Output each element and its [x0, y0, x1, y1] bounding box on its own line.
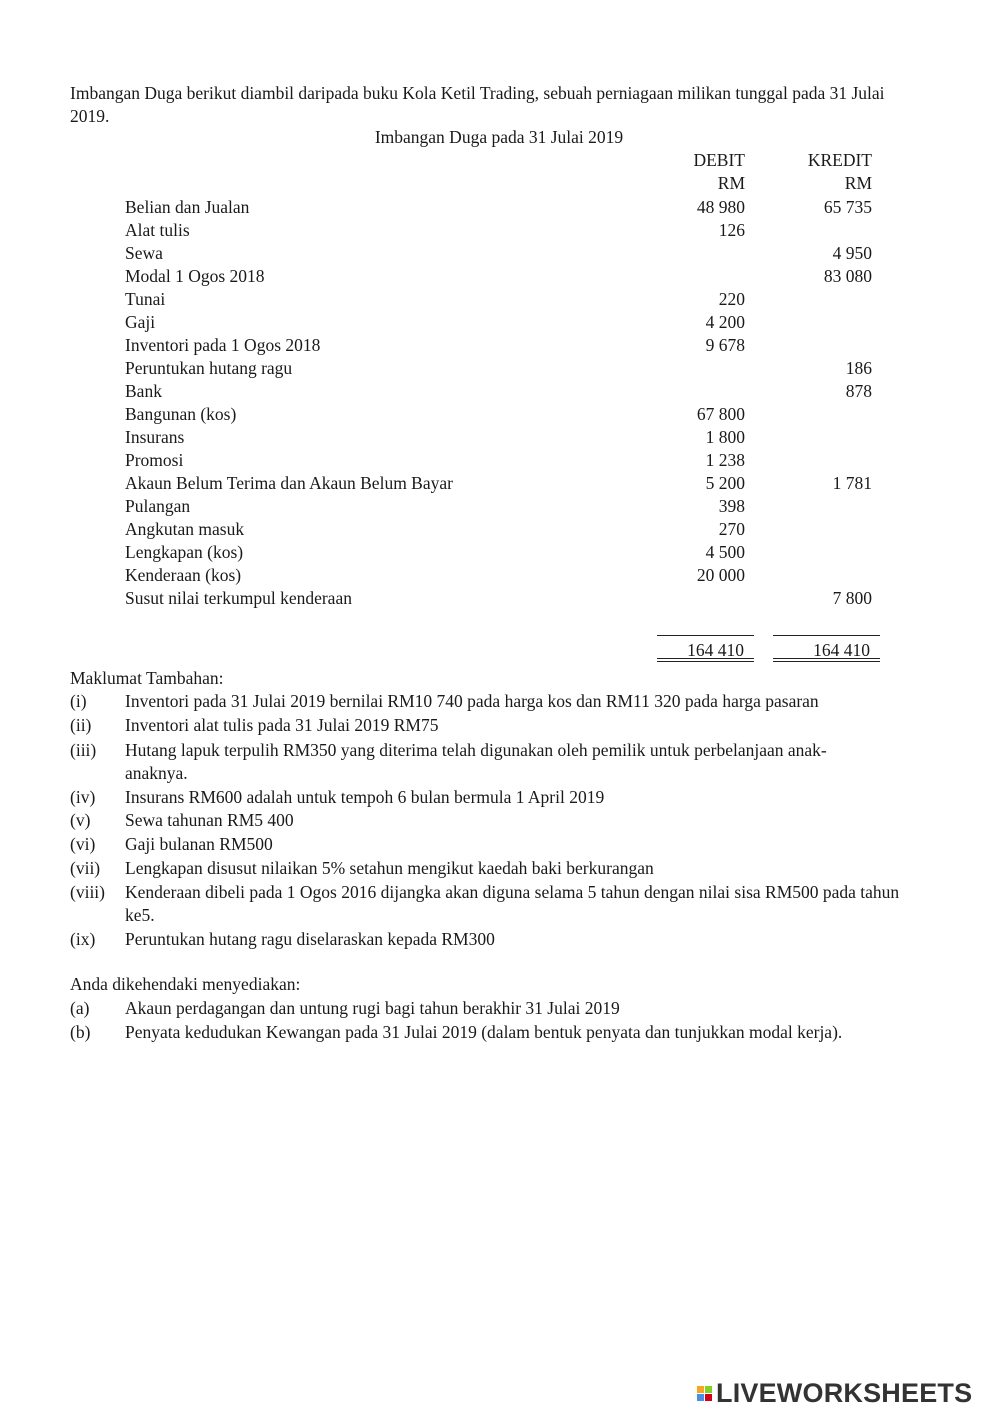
item-text: Gaji bulanan RM500: [125, 834, 273, 854]
debit-amount: 220: [718, 289, 745, 309]
credit-amount: 7 800: [832, 588, 872, 608]
item-number: (b): [70, 1022, 91, 1042]
credit-amount: 83 080: [823, 266, 872, 286]
trial-balance-row: [0, 242, 1000, 265]
debit-total-cell: [657, 635, 754, 662]
item-text: Peruntukan hutang ragu diselaraskan kepada RM300: [125, 929, 495, 949]
account-name: Angkutan masuk: [125, 519, 245, 539]
item-number: (i): [70, 691, 87, 711]
trial-balance-row: [0, 495, 1000, 518]
item-number: (iii): [70, 740, 97, 760]
credit-header: KREDIT: [807, 150, 872, 170]
credit-amount: 4 950: [832, 243, 872, 263]
double-underline: [773, 661, 880, 662]
trial-balance-row: [0, 426, 1000, 449]
debit-amount: 1 800: [705, 427, 745, 447]
account-name: Sewa: [125, 243, 163, 263]
item-text: Sewa tahunan RM5 400: [125, 810, 294, 830]
debit-amount: 126: [718, 220, 745, 240]
trial-balance-row: [0, 518, 1000, 541]
debit-amount: 4 200: [705, 312, 745, 332]
debit-header: DEBIT: [693, 150, 745, 170]
trial-balance-row: [0, 541, 1000, 564]
account-name: Gaji: [125, 312, 156, 332]
double-underline: [773, 658, 880, 659]
debit-amount: 20 000: [696, 565, 745, 585]
additional-info-title: Maklumat Tambahan:: [70, 668, 224, 688]
logo-text: LIVEWORKSHEETS: [716, 1377, 973, 1408]
requirements-title: Anda dikehendaki menyediakan:: [70, 974, 301, 994]
trial-balance-row: [0, 564, 1000, 587]
item-number: (ii): [70, 715, 92, 735]
account-name: Promosi: [125, 450, 184, 470]
account-name: Bangunan (kos): [125, 404, 237, 424]
trial-balance-row: [0, 311, 1000, 334]
trial-balance-row: [0, 219, 1000, 242]
item-number: (vii): [70, 858, 101, 878]
debit-amount: 48 980: [696, 197, 745, 217]
debit-amount: 398: [718, 496, 745, 516]
item-text: Inventori alat tulis pada 31 Julai 2019 RM75: [125, 715, 439, 735]
trial-balance-title: Imbangan Duga pada 31 Julai 2019: [374, 127, 624, 147]
debit-amount: 5 200: [705, 473, 745, 493]
trial-balance-row: [0, 587, 1000, 610]
account-name: Belian dan Jualan: [125, 197, 250, 217]
debit-amount: 67 800: [696, 404, 745, 424]
item-number: (vi): [70, 834, 96, 854]
item-text: Hutang lapuk terpulih RM350 yang diterima telah digunakan oleh pemilik untuk perbelanjaan anak-anaknya.: [125, 740, 827, 783]
account-name: Alat tulis: [125, 220, 190, 240]
item-number: (ix): [70, 929, 96, 949]
account-name: Tunai: [125, 289, 166, 309]
trial-balance-row: [0, 334, 1000, 357]
credit-total-cell: [773, 635, 880, 662]
trial-balance-row: [0, 403, 1000, 426]
debit-amount: 9 678: [705, 335, 745, 355]
credit-amount: 186: [845, 358, 872, 378]
account-name: Lengkapan (kos): [125, 542, 244, 562]
account-name: Insurans: [125, 427, 185, 447]
item-number: (viii): [70, 882, 105, 902]
account-name: Susut nilai terkumpul kenderaan: [125, 588, 352, 608]
debit-amount: 4 500: [705, 542, 745, 562]
debit-amount: 270: [718, 519, 745, 539]
logo-square: [705, 1394, 712, 1401]
trial-balance-row: [0, 380, 1000, 403]
credit-total: 164 410: [813, 640, 870, 660]
item-number: (a): [70, 998, 90, 1018]
double-underline: [657, 661, 754, 662]
logo-square: [697, 1386, 704, 1393]
trial-balance-row: [0, 265, 1000, 288]
logo-square: [705, 1386, 712, 1393]
logo-square: [697, 1394, 704, 1401]
debit-amount: 1 238: [705, 450, 745, 470]
item-text: Insurans RM600 adalah untuk tempoh 6 bulan bermula 1 April 2019: [125, 787, 605, 807]
debit-currency: RM: [717, 173, 745, 193]
account-name: Modal 1 Ogos 2018: [125, 266, 265, 286]
trial-balance-row: [0, 288, 1000, 311]
trial-balance-row: [0, 357, 1000, 380]
account-name: Pulangan: [125, 496, 191, 516]
account-name: Akaun Belum Terima dan Akaun Belum Bayar: [125, 473, 453, 493]
liveworksheets-logo: [697, 1378, 972, 1408]
credit-currency: RM: [844, 173, 872, 193]
credit-amount: 1 781: [832, 473, 872, 493]
item-text: Kenderaan dibeli pada 1 Ogos 2016 dijangka akan diguna selama 5 tahun dengan nilai sisa RM500 pada tahun ke5.: [125, 882, 900, 925]
intro-paragraph: Imbangan Duga berikut diambil daripada buku Kola Ketil Trading, sebuah perniagaan milikan tunggal pada 31 Julai 2019.: [70, 83, 885, 126]
account-name: Bank: [125, 381, 162, 401]
trial-balance-row: [0, 196, 1000, 219]
logo-mark-icon: [697, 1386, 712, 1401]
account-name: Inventori pada 1 Ogos 2018: [125, 335, 321, 355]
double-underline: [657, 658, 754, 659]
item-number: (iv): [70, 787, 96, 807]
credit-amount: 65 735: [823, 197, 872, 217]
item-number: (v): [70, 810, 91, 830]
item-text: Penyata kedudukan Kewangan pada 31 Julai 2019 (dalam bentuk penyata dan tunjukkan modal kerja).: [125, 1022, 843, 1042]
item-text: Akaun perdagangan dan untung rugi bagi tahun berakhir 31 Julai 2019: [125, 998, 620, 1018]
item-text: Inventori pada 31 Julai 2019 bernilai RM10 740 pada harga kos dan RM11 320 pada harga pasaran: [125, 691, 819, 711]
trial-balance-row: [0, 449, 1000, 472]
item-text: Lengkapan disusut nilaikan 5% setahun mengikut kaedah baki berkurangan: [125, 858, 654, 878]
account-name: Kenderaan (kos): [125, 565, 242, 585]
debit-total: 164 410: [687, 640, 744, 660]
trial-balance-row: [0, 472, 1000, 495]
account-name: Peruntukan hutang ragu: [125, 358, 293, 378]
credit-amount: 878: [845, 381, 872, 401]
